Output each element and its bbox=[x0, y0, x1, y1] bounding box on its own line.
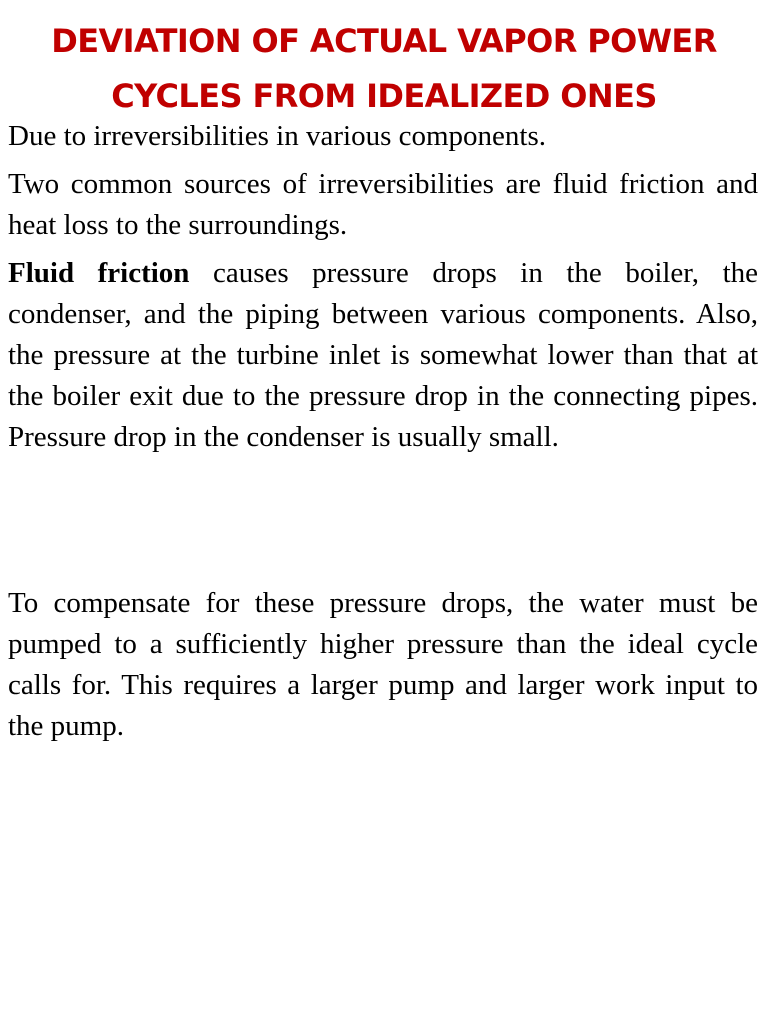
paragraph-fluid-friction bbox=[8, 253, 758, 458]
slide-title-line-2: CYCLES FROM IDEALIZED ONES bbox=[111, 77, 657, 115]
slide-title-line-1: DEVIATION OF ACTUAL VAPOR POWER bbox=[51, 22, 717, 60]
paragraph-text: Due to irreversibilities in various components. bbox=[8, 120, 547, 152]
paragraph-text: Two common sources of irreversibilities are fluid friction and heat loss to the surroundings. bbox=[8, 168, 758, 241]
fluid-friction-term: Fluid friction bbox=[8, 257, 190, 289]
slide-title bbox=[0, 14, 768, 124]
paragraph-irreversibilities bbox=[8, 116, 758, 157]
paragraph-compensate bbox=[8, 583, 758, 747]
paragraph-text: To compensate for these pressure drops, the water must be pumped to a sufficiently higher pressure than the ideal cycle calls for. This requires a larger pump and larger work input to the pump. bbox=[8, 587, 758, 742]
paragraph-common-sources bbox=[8, 164, 758, 246]
paragraph-text: causes pressure drops in the boiler, the condenser, and the piping between various components. Also, the pressure at the turbine inlet is somewhat lower than that at the boiler exit due to the pressure drop in the connecting pipes. Pressure drop in the condenser is usually small. bbox=[8, 257, 759, 453]
